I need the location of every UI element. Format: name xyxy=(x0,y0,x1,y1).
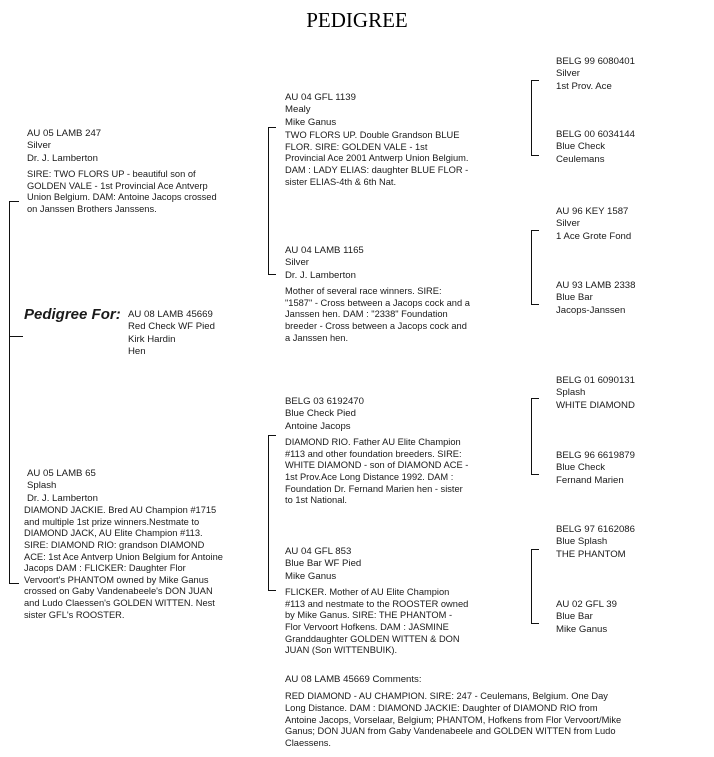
grandsire-paternal-block: AU 04 GFL 1139 Mealy Mike Ganus TWO FLORS UP. Double Grandson BLUE FLOR. SIRE: GOLDEN VALE - 1st Provincial Ace 2001 Antwerp Union Belgium. DAM : LADY ELIAS: daughter BLUE FLOR - sister ELIAS-4th & 6th Nat. xyxy=(285,92,510,188)
bracket-great-2-bottom xyxy=(531,304,539,305)
bracket-dam-top xyxy=(268,435,276,436)
great-grandparent-1: BELG 99 6080401 Silver 1st Prov. Ace xyxy=(556,56,635,92)
bracket-great-1-bottom xyxy=(531,155,539,156)
bracket-great-1-top xyxy=(531,80,539,81)
bracket-sire xyxy=(268,127,269,274)
great-grandparent-6: BELG 96 6619879 Blue Check Fernand Marien xyxy=(556,450,635,486)
bracket-great-3-bottom xyxy=(531,474,539,475)
bracket-great-4-bottom xyxy=(531,623,539,624)
grandsire-maternal-block: BELG 03 6192470 Blue Check Pied Antoine Jacops DIAMOND RIO. Father AU Elite Champion #113 and other foundation breeders. SIRE: WHITE DIAMOND - son of DIAMOND ACE - 1st Prov.Ace Long Distance 1992. DAM : Foundation Dr. Fernand Marien hen - sister to 1st National. xyxy=(285,396,510,507)
great-grandparent-3: AU 96 KEY 1587 Silver 1 Ace Grote Fond xyxy=(556,206,632,242)
sire-block xyxy=(27,128,267,216)
bracket-parents-top xyxy=(9,201,19,202)
bracket-great-2-top xyxy=(531,230,539,231)
bracket-great-1 xyxy=(531,80,532,155)
bracket-great-2 xyxy=(531,230,532,304)
great-grandparent-7: BELG 97 6162086 Blue Splash THE PHANTOM xyxy=(556,524,635,560)
sire-band: AU 05 LAMB 247 xyxy=(27,128,102,139)
great-grandparent-5: BELG 01 6090131 Splash WHITE DIAMOND xyxy=(556,375,635,411)
comments-heading: AU 08 LAMB 45669 Comments: xyxy=(285,674,422,685)
great-grandparent-8: AU 02 GFL 39 Blue Bar Mike Ganus xyxy=(556,599,617,635)
subject-info xyxy=(128,309,215,359)
granddam-maternal-notes: FLICKER. Mother of AU Elite Champion #113 and nestmate to the ROOSTER owned by Mike Ganus. SIRE: THE PHANTOM - Flor Vervoort Hofkens. DAM : JASMINE Granddaughter GOLDEN WITTEN & DON JUAN (Son WITTENBUIK). xyxy=(285,587,469,656)
subject-band: AU 08 LAMB 45669 xyxy=(128,309,213,320)
granddam-paternal-band: AU 04 LAMB 1165 xyxy=(285,245,364,256)
granddam-paternal-block: AU 04 LAMB 1165 Silver Dr. J. Lamberton Mother of several race winners. SIRE: "1587" - Cross between a Jacops cock and a Janssen hen. DAM : "2338" Foundation breeder - Cross between a Jacops cock and a Janssen hen. xyxy=(285,245,510,344)
comments-block xyxy=(285,674,705,749)
subject-owner: Kirk Hardin xyxy=(128,333,176,345)
bracket-parents-bottom xyxy=(9,583,19,584)
page-title: PEDIGREE xyxy=(306,8,408,32)
subject-color: Red Check WF Pied xyxy=(128,321,215,333)
bracket-dam xyxy=(268,435,269,590)
bracket-dam-bottom xyxy=(268,590,276,591)
dam-owner: Dr. J. Lamberton xyxy=(27,492,98,504)
bracket-great-3 xyxy=(531,398,532,474)
granddam-paternal-notes: Mother of several race winners. SIRE: "1587" - Cross between a Jacops cock and a Janssen hen. DAM : "2338" Foundation breeder - Cross between a Jacops cock and a Janssen hen. xyxy=(285,286,470,343)
granddam-maternal-block: AU 04 GFL 853 Blue Bar WF Pied Mike Ganus FLICKER. Mother of AU Elite Champion #113 and nestmate to the ROOSTER owned by Mike Ganus. SIRE: THE PHANTOM - Flor Vervoort Hofkens. DAM : JASMINE Granddaughter GOLDEN WITTEN & DON JUAN (Son WITTENBUIK). xyxy=(285,546,510,657)
dam-notes: DIAMOND JACKIE. Bred AU Champion #1715 and multiple 1st prize winners.Nestmate to DIAMOND JACK, AU Elite Champion #113. SIRE: DIAMOND RIO: grandson DIAMOND ACE: 1st Ace Antverp Union Belgium for Antoine Jacops DAM : FLICKER: Daughter Flor Vervoort's PHANTOM owned by Mike Ganus crossed on Gaby Vandenabeele's DON JUAN and Ludo Claessen's GOLDEN WITTEN. Nest sister GFL's ROOSTER. xyxy=(24,505,223,620)
bracket-parents xyxy=(9,201,10,583)
subject-block xyxy=(24,306,121,324)
dam-band: AU 05 LAMB 65 xyxy=(27,468,96,479)
granddam-maternal-band: AU 04 GFL 853 xyxy=(285,546,352,557)
bracket-parents-mid xyxy=(9,336,23,337)
great-grandparent-2: BELG 00 6034144 Blue Check Ceulemans xyxy=(556,129,635,165)
bracket-great-4-top xyxy=(531,549,539,550)
dam-block xyxy=(24,468,272,621)
bracket-sire-top xyxy=(268,127,276,128)
sire-owner: Dr. J. Lamberton xyxy=(27,152,98,164)
sire-notes: SIRE: TWO FLORS UP - beautiful son of GOLDEN VALE - 1st Provincial Ace Antverp Union Belgium. DAM: Antoine Jacops crossed on Janssen Brothers Janssens. xyxy=(27,169,217,214)
pedigree-for-label: Pedigree For: xyxy=(24,306,121,323)
subject-sex: Hen xyxy=(128,346,146,358)
bracket-sire-bottom xyxy=(268,274,276,275)
bracket-great-3-top xyxy=(531,398,539,399)
grandsire-maternal-band: BELG 03 6192470 xyxy=(285,396,364,407)
grandsire-maternal-notes: DIAMOND RIO. Father AU Elite Champion #113 and other foundation breeders. SIRE: WHITE DIAMOND - son of DIAMOND ACE - 1st Prov.Ace Long Distance 1992. DAM : Foundation Dr. Fernand Marien hen - sister to 1st National. xyxy=(285,437,469,506)
dam-color: Splash xyxy=(27,480,57,492)
sire-color: Silver xyxy=(27,140,51,152)
bracket-great-4 xyxy=(531,549,532,623)
great-grandparent-4: AU 93 LAMB 2338 Blue Bar Jacops-Janssen xyxy=(556,280,636,316)
grandsire-paternal-band: AU 04 GFL 1139 xyxy=(285,92,356,103)
grandsire-paternal-notes: TWO FLORS UP. Double Grandson BLUE FLOR. SIRE: GOLDEN VALE - 1st Provincial Ace 2001 Antwerp Union Belgium. DAM : LADY ELIAS: daughter BLUE FLOR - sister ELIAS-4th & 6th Nat. xyxy=(285,130,469,187)
comments-text: RED DIAMOND - AU CHAMPION. SIRE: 247 - Ceulemans, Belgium. One Day Long Distance. DAM : DIAMOND JACKIE: Daughter of DIAMOND RIO from Antoine Jacops, Vorselaar, Belgium; PHANTOM, Hofkens from Flor Vervoort/Mike Ganus; DON JUAN from Gaby Vandenabeele and GOLDEN WITTEN from Ludo Claessens. xyxy=(285,691,622,748)
